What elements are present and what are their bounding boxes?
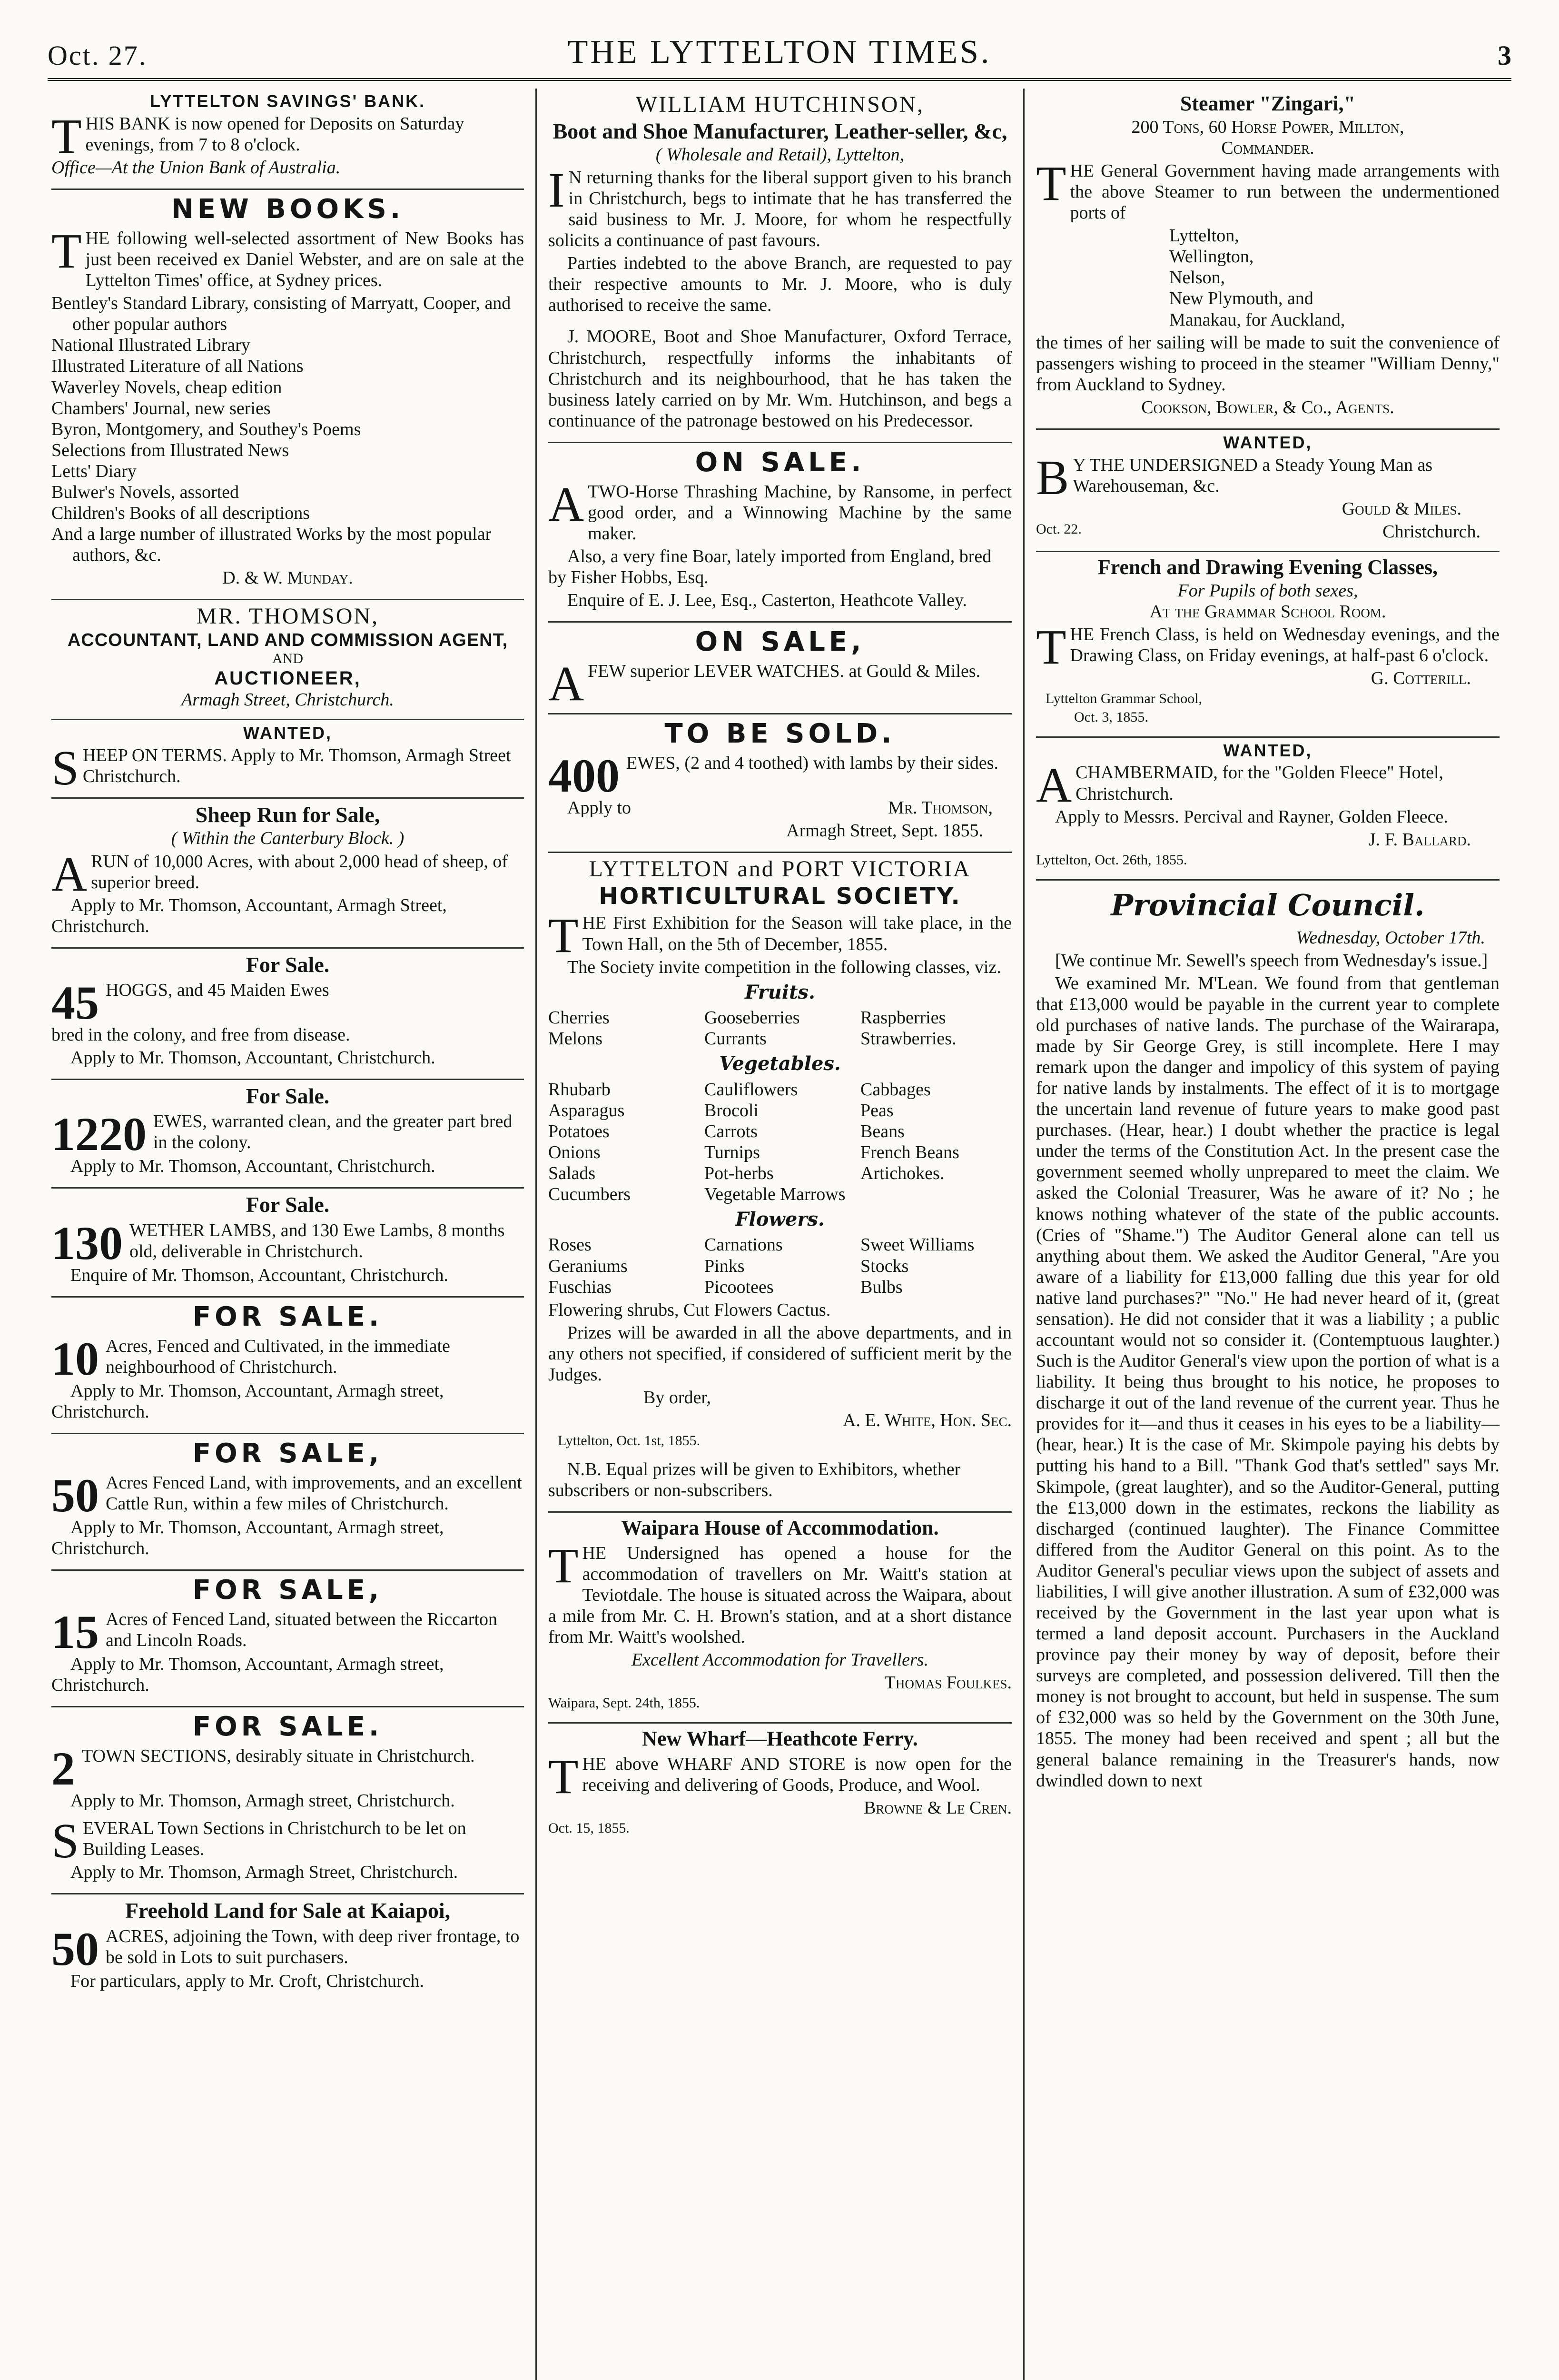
ad-french-classes <box>1036 552 1500 738</box>
vegetable-item: Salads <box>548 1163 596 1183</box>
ad-wanted-sheep <box>51 720 524 799</box>
ports-list <box>1036 225 1500 330</box>
ad-sub-2: At the Grammar School Room. <box>1149 601 1386 622</box>
ad-text: CHAMBERMAID, for the "Golden Fleece" Hotel, Christchurch. <box>1076 763 1444 804</box>
ad-text: HE above WHARF AND STORE is now open for the receiving and delivering of Goods, Produce, and Wool. <box>582 1754 1012 1795</box>
ad-number: 45 <box>51 976 99 1029</box>
ad-heading: TO BE SOLD. <box>664 718 896 749</box>
ad-number: 130 <box>51 1216 123 1269</box>
ad-signature: Thomas Foulkes. <box>884 1673 1012 1693</box>
vegetable-item: Cabbages <box>860 1079 931 1100</box>
vegetable-item: Cauliflowers <box>704 1079 798 1100</box>
ad-zingari <box>1036 89 1500 430</box>
ad-acres-15 <box>51 1571 524 1707</box>
drop-cap: A <box>51 846 88 902</box>
column-2 <box>535 89 1023 2380</box>
ad-apply: Apply to Mr. Thomson, Armagh Street, Christchurch. <box>70 1862 458 1883</box>
vegetable-item: Cucumbers <box>548 1184 631 1204</box>
apply-label: Apply to <box>567 797 631 818</box>
ad-text: HIS BANK is now opened for Deposits on Saturday evenings, from 7 to 8 o'clock. <box>85 113 464 155</box>
masthead <box>48 19 1511 71</box>
ad-heading: FOR SALE. <box>192 1301 383 1332</box>
ad-moore: J. MOORE, Boot and Shoe Manufacturer, Oxford Terrace, Christchurch, respectfully informs the inhabitants of Christchurch and its neighbourhood, that he has taken the business lately carried on by Mr. Wm. Hutchinson, and begs a continuance of the patronage bestowed on his Predecessor. <box>548 327 1012 431</box>
ad-tag: Excellent Accommodation for Travellers. <box>631 1650 929 1670</box>
flower-item: Picootees <box>704 1277 774 1297</box>
ad-text-2: Also, a very fine Boar, lately imported from England, bred by Fisher Hobbs, Esq. <box>548 546 992 588</box>
fruit-item: Melons <box>548 1029 602 1049</box>
ad-signature: D. & W. Munday. <box>222 568 353 588</box>
book-item: Waverley Novels, cheap edition <box>51 377 282 397</box>
vegetable-item: Pot-herbs <box>704 1163 774 1183</box>
drop-cap: T <box>51 223 82 278</box>
ad-apply: Apply to Mr. Thomson, Accountant, Armagh street, Christchurch. <box>51 1654 444 1696</box>
ad-text: EWES, (2 and 4 toothed) with lambs by their sides. <box>626 753 999 773</box>
ad-number: 50 <box>51 1468 99 1522</box>
flower-item: Pinks <box>704 1256 745 1276</box>
ad-text: FEW superior LEVER WATCHES. at Gould & Miles. <box>588 661 981 682</box>
drop-cap: A <box>548 656 584 712</box>
ad-wanted-chambermaid <box>1036 738 1500 881</box>
ad-name: WILLIAM HUTCHINSON, <box>635 92 925 117</box>
ad-title: ACCOUNTANT, LAND AND COMMISSION AGENT, <box>67 630 508 650</box>
ad-address: Armagh Street, Christchurch. <box>181 690 394 710</box>
ad-apply: Apply to Mr. Thomson, Accountant, Armagh street, Christchurch. <box>51 1380 444 1422</box>
ad-heading: LYTTELTON SAVINGS' BANK. <box>149 91 426 111</box>
ad-text: EVERAL Town Sections in Christchurch to be let on Building Leases. <box>82 1818 466 1860</box>
ad-on-sale-watches <box>548 623 1012 714</box>
drop-cap: T <box>1036 156 1066 211</box>
ad-sheep-run <box>51 799 524 949</box>
ad-kaiapoi <box>51 1894 524 2002</box>
vegetable-item: Potatoes <box>548 1121 610 1141</box>
ad-number: 15 <box>51 1606 99 1658</box>
ad-town-sections <box>51 1707 524 1894</box>
flower-item: Sweet Williams <box>860 1235 975 1255</box>
ad-apply-row <box>548 797 1012 818</box>
article-body: We examined Mr. M'Lean. We found from that gentleman that £13,000 would be payable in the current year to complete old purchases of native lands. The purchase of the Wairarapa, made by Sir George Grey, is still incomplete. Here I may remark upon the danger and impolicy of this system of paying for native lands by instalments. The effect of it is to mortgage the uncertain land revenue of future years to make good past purchases. (Hear, hear.) I doubt whether the practice is legal under the terms of the Constitution Act. In the present case the government seemed wholly unprepared to meet the claim. We asked the Colonial Treasurer, Was he aware of it? No ; he knows nothing whatever of the state of the public accounts. (Cries of "Shame.") The Auditor General alone can tell us anything about them. We asked the Auditor General, "Are you aware of a liability for £13,000 falling due this year for old native land purchases?" "No." He had never heard of it, (great sensation). He did not consider that it was a liability ; a public accountant would not so consider it. (Contemptuous laughter.) Such is the Auditor General's view upon the portion of what is a liability. It being thus brought to his notice, he proposes to discharge it out of the land revenue of the current year. Thus he provides for it—and thus it ceases in his eyes to be a liability—(hear, hear.) It is the case of Mr. Skimpole paying his debts by putting his hand to a Bill. "Thank God that's settled" says Mr. Skimpole, (great laughter), and so the Auditor-General, putting the £13,000 down in the estimates, reckons the liability as discharged (continued laughter). The Finance Committee differed from the Auditor General on this point. As to the Auditor General's peculiar views upon the subject of assets and liabilities, I will give another illustration. A sum of £32,000 was received by the Government in the last year upon what is termed a land deposit account. Purchasers in the Auckland province pay their money by way of deposit, before their surveys are completed, and possession delivered. Till then the money is not brought to account, but held in suspense. The sum of £32,000 was so held by the Government on the 30th June, 1855. The money had been received and spent ; all but the general balance remaining in the Treasurer's hands, now dwindled down to next <box>1036 973 1500 1791</box>
ad-text: N returning thanks for the liberal support given to his branch in Christchurch, begs to intimate that he has transferred the said business to Mr. J. Moore, for whom he respectfully solicits a continuance of past favours. <box>548 167 1012 251</box>
flowers-list <box>548 1234 1012 1297</box>
book-item: Chambers' Journal, new series <box>51 398 271 418</box>
ad-ewes <box>51 1080 524 1189</box>
ad-acres-50 <box>51 1434 524 1571</box>
ad-signature: Gould & Miles. <box>1342 498 1461 519</box>
vegetable-item <box>860 1184 1012 1205</box>
ad-to-be-sold <box>548 714 1012 853</box>
page-number: 3 <box>1498 40 1511 71</box>
vegetable-item: Carrots <box>704 1121 758 1141</box>
ad-by-order: By order, <box>643 1388 711 1408</box>
vegetables-list <box>548 1079 1012 1205</box>
columns <box>48 89 1511 2380</box>
ad-thomson <box>51 600 524 720</box>
ad-text: Acres Fenced Land, with improvements, and an excellent Cattle Run, within a few miles of Christchurch. <box>106 1472 522 1514</box>
vegetable-item: Onions <box>548 1142 601 1162</box>
port-item: New Plymouth, and <box>1169 288 1313 309</box>
ad-place: Christchurch. <box>1382 521 1480 542</box>
ad-dateline: Lyttelton, Oct. 1st, 1855. <box>558 1433 701 1449</box>
book-item: Children's Books of all descriptions <box>51 503 310 523</box>
ad-date: Oct. 22. <box>1036 521 1082 537</box>
flowers-heading: Flowers. <box>735 1208 825 1231</box>
ad-text: TOWN SECTIONS, desirably situate in Christchurch. <box>82 1746 475 1766</box>
ad-apply: Apply to Mr. Thomson, Armagh street, Christchurch. <box>70 1791 455 1811</box>
ad-text: Y THE UNDERSIGNED a Steady Young Man as Warehouseman, &c. <box>1073 455 1433 496</box>
flower-item: Bulbs <box>860 1277 903 1297</box>
vegetable-item: Asparagus <box>548 1100 625 1121</box>
vegetables-heading: Vegetables. <box>719 1052 841 1075</box>
ad-text: Acres, Fenced and Cultivated, in the immediate neighbourhood of Christchurch. <box>106 1336 450 1377</box>
column-3 <box>1023 89 1511 2380</box>
ad-text-2: The Society invite competition in the following classes, viz. <box>567 957 1001 977</box>
book-list <box>51 293 524 565</box>
ad-dateline: Waipara, Sept. 24th, 1855. <box>548 1695 700 1711</box>
fruit-item: Gooseberries <box>704 1008 800 1028</box>
ad-new-books <box>51 190 524 600</box>
ad-heading-2: HORTICULTURAL SOCIETY. <box>599 883 961 910</box>
drop-cap: A <box>548 476 584 532</box>
masthead-date: Oct. 27. <box>48 40 148 71</box>
book-item: Bentley's Standard Library, consisting of Marryatt, Cooper, and other popular authors <box>51 293 511 335</box>
drop-cap: S <box>51 741 79 796</box>
fruit-item: Cherries <box>548 1008 610 1028</box>
flower-item: Geraniums <box>548 1256 628 1276</box>
book-item: Letts' Diary <box>51 461 137 481</box>
column-1 <box>48 89 535 2380</box>
vegetable-item: Peas <box>860 1100 894 1121</box>
fruits-heading: Fruits. <box>745 981 815 1003</box>
ad-apply: Apply to Mr. Thomson, Accountant, Christchurch. <box>70 1048 435 1068</box>
port-item: Wellington, <box>1169 247 1254 267</box>
vegetable-item: Brocoli <box>704 1100 759 1121</box>
ad-heading: ON SALE, <box>695 626 865 658</box>
ad-text: HE First Exhibition for the Season will take place, in the Town Hall, on the 5th of December, 1855. <box>582 913 1012 954</box>
drop-cap: I <box>548 162 565 218</box>
ad-apply: For particulars, apply to Mr. Croft, Christchurch. <box>70 1971 424 1991</box>
ad-text-2: the times of her sailing will be made to suit the convenience of passengers wishing to proceed in the steamer "William Denny," from Auckland to Sydney. <box>1036 332 1500 395</box>
book-item: National Illustrated Library <box>51 335 250 356</box>
ad-sub-2: Commander. <box>1221 138 1314 158</box>
ad-signature: A. E. White, Hon. Sec. <box>843 1410 1012 1431</box>
ad-dateline: Oct. 15, 1855. <box>548 1820 630 1836</box>
ad-text: ACRES, adjoining the Town, with deep river frontage, to be sold in Lots to suit purchasers. <box>106 1926 520 1967</box>
ad-heading: New Wharf—Heathcote Ferry. <box>642 1727 918 1751</box>
ad-date: Oct. 3, 1855. <box>1074 709 1148 725</box>
article-date: Wednesday, October 17th. <box>1296 927 1485 948</box>
drop-cap: B <box>1036 450 1069 505</box>
drop-cap: T <box>1036 619 1066 674</box>
ad-signature: J. F. Ballard. <box>1368 829 1471 850</box>
ad-heading: FOR SALE. <box>192 1711 383 1743</box>
ad-text: HEEP ON TERMS. Apply to Mr. Thomson, Armagh Street Christchurch. <box>82 745 511 787</box>
ad-heading: WANTED, <box>243 723 332 743</box>
ad-heading: Sheep Run for Sale, <box>195 803 380 827</box>
apply-address: Armagh Street, Sept. 1855. <box>786 820 983 841</box>
ad-footer-row <box>1036 521 1500 542</box>
port-item: Manakau, for Auckland, <box>1169 309 1345 330</box>
flowers-last: Flowering shrubs, Cut Flowers Cactus. <box>548 1299 831 1320</box>
ad-name: MR. THOMSON, <box>196 604 379 629</box>
ad-school: Lyttelton Grammar School, <box>1046 691 1203 707</box>
ad-acres-10 <box>51 1298 524 1434</box>
ad-horticultural <box>548 853 1012 1513</box>
book-item: Bulwer's Novels, assorted <box>51 482 239 502</box>
drop-cap: T <box>548 908 579 963</box>
ad-text-2: Parties indebted to the above Branch, are requested to pay their respective amounts to Mr. J. Moore, who is duly authorised to receive the same. <box>548 253 1012 316</box>
fruits-list <box>548 1007 1012 1049</box>
ad-apply: Apply to Mr. Thomson, Accountant, Armagh Street, Christchurch. <box>51 895 447 936</box>
ad-wharf <box>548 1724 1012 1847</box>
ad-auctioneer: AUCTIONEER, <box>214 667 361 689</box>
ad-number: 50 <box>51 1922 99 1975</box>
ad-heading: Waipara House of Accommodation. <box>621 1516 939 1540</box>
ad-sub-1: 200 Tons, 60 Horse Power, Millton, <box>1131 117 1404 137</box>
ad-heading: NEW BOOKS. <box>171 193 405 225</box>
ad-apply: Apply to Mr. Thomson, Accountant, Christchurch. <box>70 1156 435 1177</box>
ad-dateline: Lyttelton, Oct. 26th, 1855. <box>1036 852 1187 868</box>
ad-heading: Steamer "Zingari," <box>1180 92 1356 115</box>
ad-text: TWO-Horse Thrashing Machine, by Ransome, in perfect good order, and a Winnowing Machine by the same maker. <box>588 481 1012 544</box>
book-item: And a large number of illustrated Works by the most popular authors, &c. <box>51 524 492 565</box>
masthead-title: THE LYTTELTON TIMES. <box>567 34 992 70</box>
ad-text: HOGGS, and 45 Maiden Ewes <box>106 980 329 1000</box>
flower-item: Roses <box>548 1235 592 1255</box>
drop-cap: T <box>548 1749 579 1805</box>
ad-heading: For Sale. <box>246 1192 330 1217</box>
ad-on-sale-thrashing <box>548 443 1012 623</box>
ad-title: Boot and Shoe Manufacturer, Leather-seller, &c, <box>553 119 1007 143</box>
ad-hutchinson <box>548 89 1012 443</box>
flower-item: Fuschias <box>548 1277 612 1297</box>
port-item: Nelson, <box>1169 268 1225 288</box>
article-heading: Provincial Council. <box>1111 887 1425 922</box>
ad-heading: FOR SALE, <box>192 1438 383 1469</box>
article-note: [We continue Mr. Sewell's speech from Wednesday's issue.] <box>1055 950 1488 971</box>
flower-item: Stocks <box>860 1256 909 1276</box>
ad-apply: Apply to Messrs. Percival and Rayner, Golden Fleece. <box>1055 806 1448 827</box>
ad-sub: For Pupils of both sexes, <box>1177 580 1358 601</box>
book-item: Byron, Montgomery, and Southey's Poems <box>51 419 361 439</box>
ad-text: HE General Government having made arrangements with the above Steamer to run between the undermentioned ports of <box>1070 160 1500 223</box>
fruit-item: Raspberries <box>860 1008 946 1028</box>
ad-text: HE French Class, is held on Wednesday evenings, and the Drawing Class, on Friday evenings, at half-past 6 o'clock. <box>1070 624 1500 665</box>
ad-heading: WANTED, <box>1223 740 1312 760</box>
ad-savings-bank <box>51 89 524 190</box>
vegetable-item: Beans <box>860 1121 905 1141</box>
ad-signature: Cookson, Bowler, & Co., Agents. <box>1141 397 1394 417</box>
port-item: Lyttelton, <box>1169 226 1239 246</box>
ad-office: Office—At the Union Bank of Australia. <box>51 157 341 178</box>
ad-lambs <box>51 1189 524 1297</box>
drop-cap: T <box>548 1538 579 1593</box>
ad-sub: ( Within the Canterbury Block. ) <box>171 828 405 849</box>
ad-heading: French and Drawing Evening Classes, <box>1097 555 1438 579</box>
vegetable-item: Vegetable Marrows <box>704 1184 846 1204</box>
ad-heading: For Sale. <box>246 952 330 977</box>
fruit-item: Currants <box>704 1029 767 1049</box>
ad-hoggs <box>51 949 524 1080</box>
ad-heading-1: LYTTELTON and PORT VICTORIA <box>589 856 971 882</box>
drop-cap: T <box>51 109 82 164</box>
masthead-rule <box>48 78 1511 81</box>
ad-text: Acres of Fenced Land, situated between the Riccarton and Lincoln Roads. <box>106 1609 498 1651</box>
ad-wanted-young-man <box>1036 430 1500 552</box>
ad-prizes: Prizes will be awarded in all the above departments, and in any others not specified, if considered of sufficient merit by the Judges. <box>548 1322 1012 1385</box>
vegetable-item: Rhubarb <box>548 1079 611 1100</box>
ad-text: EWES, warranted clean, and the greater part bred in the colony. <box>153 1111 513 1153</box>
ad-text: HE following well-selected assortment of New Books has just been received ex Daniel Webster, and are on sale at the Lyttelton Times' office, at Sydney prices. <box>85 228 524 291</box>
ad-note: N.B. Equal prizes will be given to Exhibitors, whether subscribers or non-subscribers. <box>548 1459 961 1501</box>
ad-text: HE Undersigned has opened a house for the accommodation of travellers on Mr. Waitt's station at Teviotdale. The house is situated across the Waipara, about a mile from Mr. C. H. Brown's station, and at a short distance from Mr. Waitt's woolshed. <box>548 1543 1012 1647</box>
ad-apply: Enquire of Mr. Thomson, Accountant, Christchurch. <box>70 1265 449 1285</box>
ad-and: AND <box>272 651 303 667</box>
ad-heading: FOR SALE, <box>192 1575 383 1606</box>
ad-signature: G. Cotterill. <box>1371 668 1471 689</box>
ad-sub: ( Wholesale and Retail), Lyttelton, <box>655 144 905 165</box>
ad-heading: For Sale. <box>246 1084 330 1109</box>
ad-heading: ON SALE. <box>695 446 865 478</box>
article-provincial-council <box>1036 881 1500 1802</box>
book-item: Illustrated Literature of all Nations <box>51 356 304 377</box>
ad-number: 2 <box>51 1742 75 1795</box>
ad-number: 400 <box>548 749 620 802</box>
drop-cap: A <box>1036 758 1072 813</box>
ad-rest: bred in the colony, and free from disease. <box>51 1025 350 1045</box>
vegetable-item: French Beans <box>860 1142 959 1162</box>
ad-text: WETHER LAMBS, and 130 Ewe Lambs, 8 months old, deliverable in Christchurch. <box>129 1220 505 1261</box>
vegetable-item: Turnips <box>704 1142 760 1162</box>
vegetable-item: Artichokes. <box>860 1163 945 1183</box>
fruit-item: Strawberries. <box>860 1029 957 1049</box>
flower-item: Carnations <box>704 1235 783 1255</box>
ad-signature: Browne & Le Cren. <box>864 1798 1012 1818</box>
book-item: Selections from Illustrated News <box>51 440 289 460</box>
ad-text-3: Enquire of E. J. Lee, Esq., Casterton, Heathcote Valley. <box>567 590 967 611</box>
ad-number: 10 <box>51 1332 99 1385</box>
ad-heading: Freehold Land for Sale at Kaiapoi, <box>125 1898 451 1923</box>
ad-waipara <box>548 1513 1012 1724</box>
apply-name: Mr. Thomson, <box>888 797 993 818</box>
ad-heading: WANTED, <box>1223 432 1312 452</box>
drop-cap: S <box>51 1814 79 1869</box>
ad-text: RUN of 10,000 Acres, with about 2,000 head of sheep, of superior breed. <box>91 851 508 892</box>
ad-apply: Apply to Mr. Thomson, Accountant, Armagh street, Christchurch. <box>51 1517 444 1558</box>
ad-number: 1220 <box>51 1108 147 1161</box>
